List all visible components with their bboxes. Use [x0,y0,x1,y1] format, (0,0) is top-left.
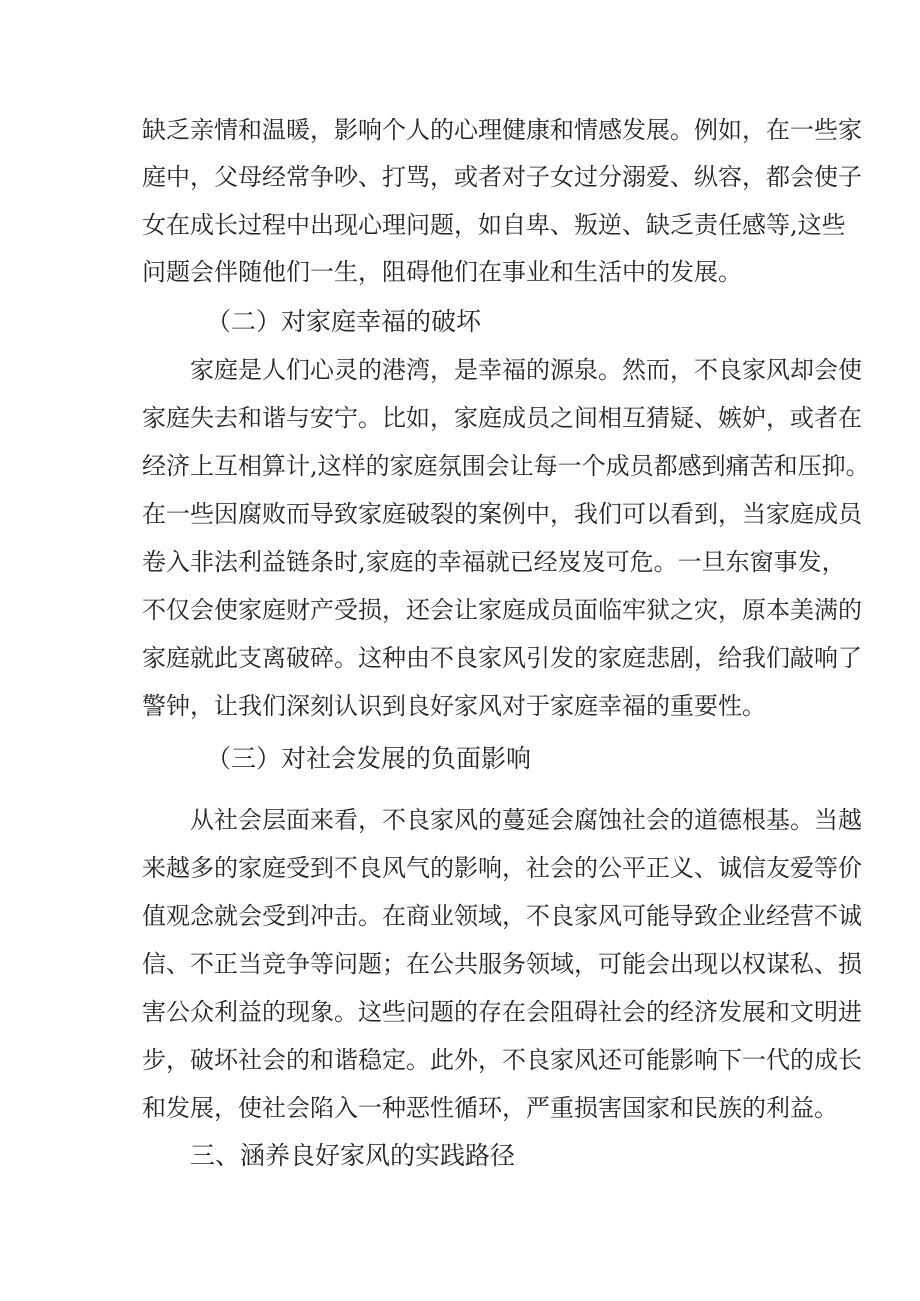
paragraph-line: 缺乏亲情和温暖，影响个人的心理健康和情感发展。例如，在一些家 [142,116,862,144]
paragraph-line: 家庭就此支离破碎。这种由不良家风引发的家庭悲剧，给我们敲响了 [142,644,862,672]
paragraph-line: 女在成长过程中出现心理问题，如自卑、叛逆、缺乏责任感等,这些 [142,211,846,239]
paragraph-line: 来越多的家庭受到不良风气的影响，社会的公平正义、诚信友爱等价 [142,854,862,882]
section-heading: （三）对社会发展的负面影响 [206,744,532,773]
paragraph-line: 家庭失去和谐与安宁。比如，家庭成员之间相互猜疑、嫉妒，或者在 [142,404,862,432]
paragraph-line: 害公众利益的现象。这些问题的存在会阻碍社会的经济发展和文明进 [142,998,862,1026]
paragraph-line: 和发展，使社会陷入一种恶性循环，严重损害国家和民族的利益。 [142,1094,838,1122]
paragraph-line: 在一些因腐败而导致家庭破裂的案例中，我们可以看到，当家庭成员 [142,500,862,528]
paragraph-line: 从社会层面来看，不良家风的蔓延会腐蚀社会的道德根基。当越 [190,806,862,834]
paragraph-line: 庭中，父母经常争吵、打骂，或者对子女过分溺爱、纵容，都会使子 [142,163,862,191]
paragraph-line: 家庭是人们心灵的港湾，是幸福的源泉。然而，不良家风却会使 [190,356,862,384]
paragraph-line: 不仅会使家庭财产受损，还会让家庭成员面临牢狱之灾，原本美满的 [142,596,862,624]
paragraph-line: 信、不正当竞争等问题；在公共服务领域，可能会出现以权谋私、损 [142,950,862,978]
paragraph-line: 卷入非法利益链条时,家庭的幸福就已经岌岌可危。一旦东窗事发， [142,548,846,576]
paragraph-line: 值观念就会受到冲击。在商业领域，不良家风可能导致企业经营不诚 [142,902,862,930]
section-heading: （二）对家庭幸福的破坏 [206,307,482,336]
paragraph-line: 步，破坏社会的和谐稳定。此外，不良家风还可能影响下一代的成长 [142,1046,862,1074]
paragraph-line: 警钟，让我们深刻认识到良好家风对于家庭幸福的重要性。 [142,692,766,720]
paragraph-line: 问题会伴随他们一生，阻碍他们在事业和生活中的发展。 [142,258,742,286]
chapter-heading: 三、涵养良好家风的实践路径 [190,1141,516,1170]
paragraph-line: 经济上互相算计,这样的家庭氛围会让每一个成员都感到痛苦和压抑。 [142,452,870,480]
